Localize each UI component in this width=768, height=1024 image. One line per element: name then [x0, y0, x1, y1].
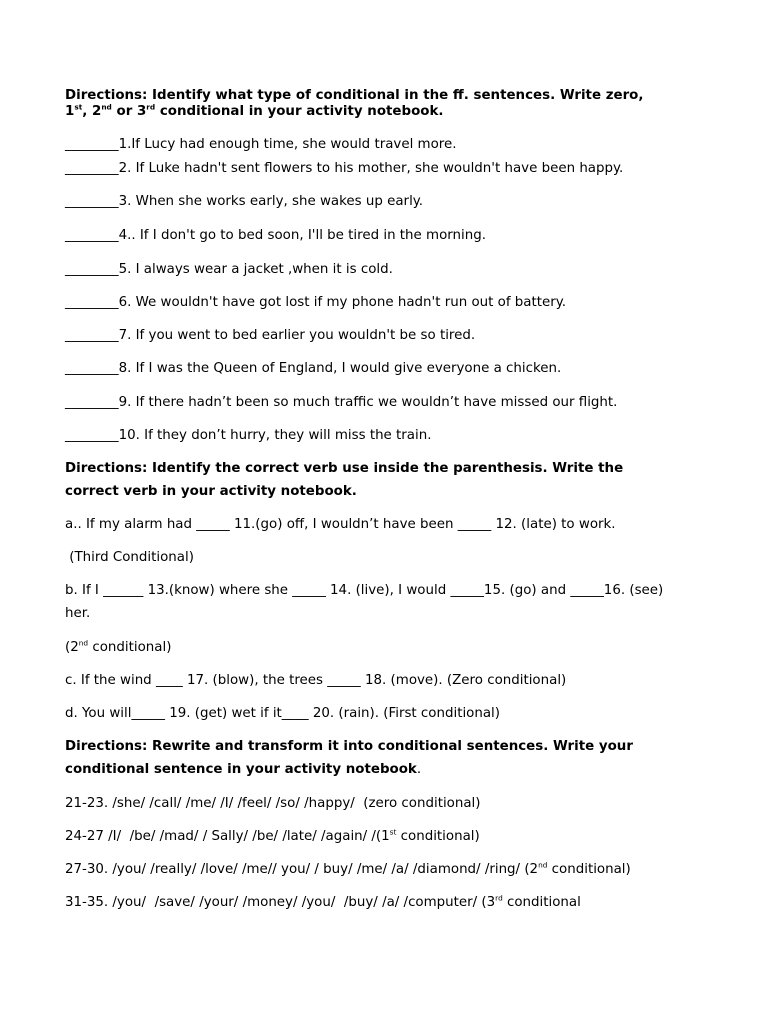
exercise-c: c. If the wind ____ 17. (blow), the trees _____ 18. (move). (Zero conditional) [65, 673, 567, 688]
ordinal-suffix: rd [495, 893, 503, 903]
question-item: ________5. I always wear a jacket ,when it is cold. [65, 262, 393, 277]
exercise-a: a.. If my alarm had _____ 11.(go) off, I wouldn’t have been _____ 12. (late) to work. [65, 517, 616, 532]
rewrite-text: 21-23. /she/ /call/ /me/ /I/ /feel/ /so/ /happy/ (zero conditional) [65, 796, 481, 811]
question-item: ________7. If you went to bed earlier you wouldn't be so tired. [65, 328, 476, 343]
question-item: ________10. If they don’t hurry, they will miss the train. [65, 428, 432, 443]
exercise-d: d. You will_____ 19. (get) wet if it____ 20. (rain). (First conditional) [65, 706, 500, 721]
rewrite-item [65, 792, 481, 815]
rewrite-text: conditional [502, 895, 581, 910]
question-item: ________6. We wouldn't have got lost if my phone hadn't run out of battery. [65, 295, 567, 310]
rewrite-item [65, 891, 581, 914]
directions-3-line-2 [65, 758, 421, 781]
exercise-b-line-1: b. If I ______ 13.(know) where she _____ 14. (live), I would _____15. (go) and _____16. (see) [65, 583, 664, 598]
ordinal-suffix: st [389, 827, 397, 837]
directions-text: conditional sentence in your activity notebook [65, 762, 417, 777]
directions-1-line-1: Directions: Identify what type of conditional in the ff. sentences. Write zero, [65, 88, 644, 103]
directions-2-line-1: Directions: Identify the correct verb use inside the parenthesis. Write the [65, 461, 624, 476]
ordinal-suffix: nd [101, 102, 112, 112]
exercise-b-line-2: her. [65, 606, 91, 621]
ordinal-suffix: rd [146, 102, 156, 112]
ordinal-suffix: nd [78, 638, 89, 648]
directions-text: . [416, 762, 422, 777]
question-item: ________3. When she works early, she wakes up early. [65, 194, 424, 209]
question-item: ________2. If Luke hadn't sent flowers to his mother, she wouldn't have been happy. [65, 161, 624, 176]
question-item: ________9. If there hadn’t been so much traffic we wouldn’t have missed our flight. [65, 395, 618, 410]
ordinal-separator: , 2 [82, 104, 102, 119]
note-text: conditional) [88, 640, 172, 655]
ordinal-number: 1 [65, 104, 75, 119]
question-item: ________8. If I was the Queen of England, I would give everyone a chicken. [65, 361, 562, 376]
ordinal-suffix: st [74, 102, 83, 112]
note-text: (2 [65, 640, 79, 655]
directions-text: conditional in your activity notebook. [155, 104, 444, 119]
directions-3-line-1: Directions: Rewrite and transform it into conditional sentences. Write your [65, 739, 633, 754]
question-item: ________4.. If I don't go to bed soon, I'll be tired in the morning. [65, 228, 487, 243]
directions-2-line-2: correct verb in your activity notebook. [65, 484, 357, 499]
ordinal-suffix: nd [538, 860, 548, 870]
ordinal-separator: or 3 [111, 104, 147, 119]
rewrite-item [65, 825, 480, 848]
exercise-a-note: (Third Conditional) [65, 550, 194, 565]
directions-1-line-2 [65, 100, 444, 123]
rewrite-text: 24-27 /I/ /be/ /mad/ / Sally/ /be/ /late/ /again/ /(1 [65, 829, 390, 844]
exercise-b-note [65, 636, 171, 659]
question-item: ________1.If Lucy had enough time, she would travel more. [65, 137, 457, 152]
rewrite-text: 27-30. /you/ /really/ /love/ /me// you/ / buy/ /me/ /a/ /diamond/ /ring/ (2 [65, 862, 539, 877]
rewrite-item [65, 858, 631, 881]
rewrite-text: 31-35. /you/ /save/ /your/ /money/ /you/ /buy/ /a/ /computer/ (3 [65, 895, 496, 910]
rewrite-text: conditional) [547, 862, 631, 877]
rewrite-text: conditional) [396, 829, 480, 844]
